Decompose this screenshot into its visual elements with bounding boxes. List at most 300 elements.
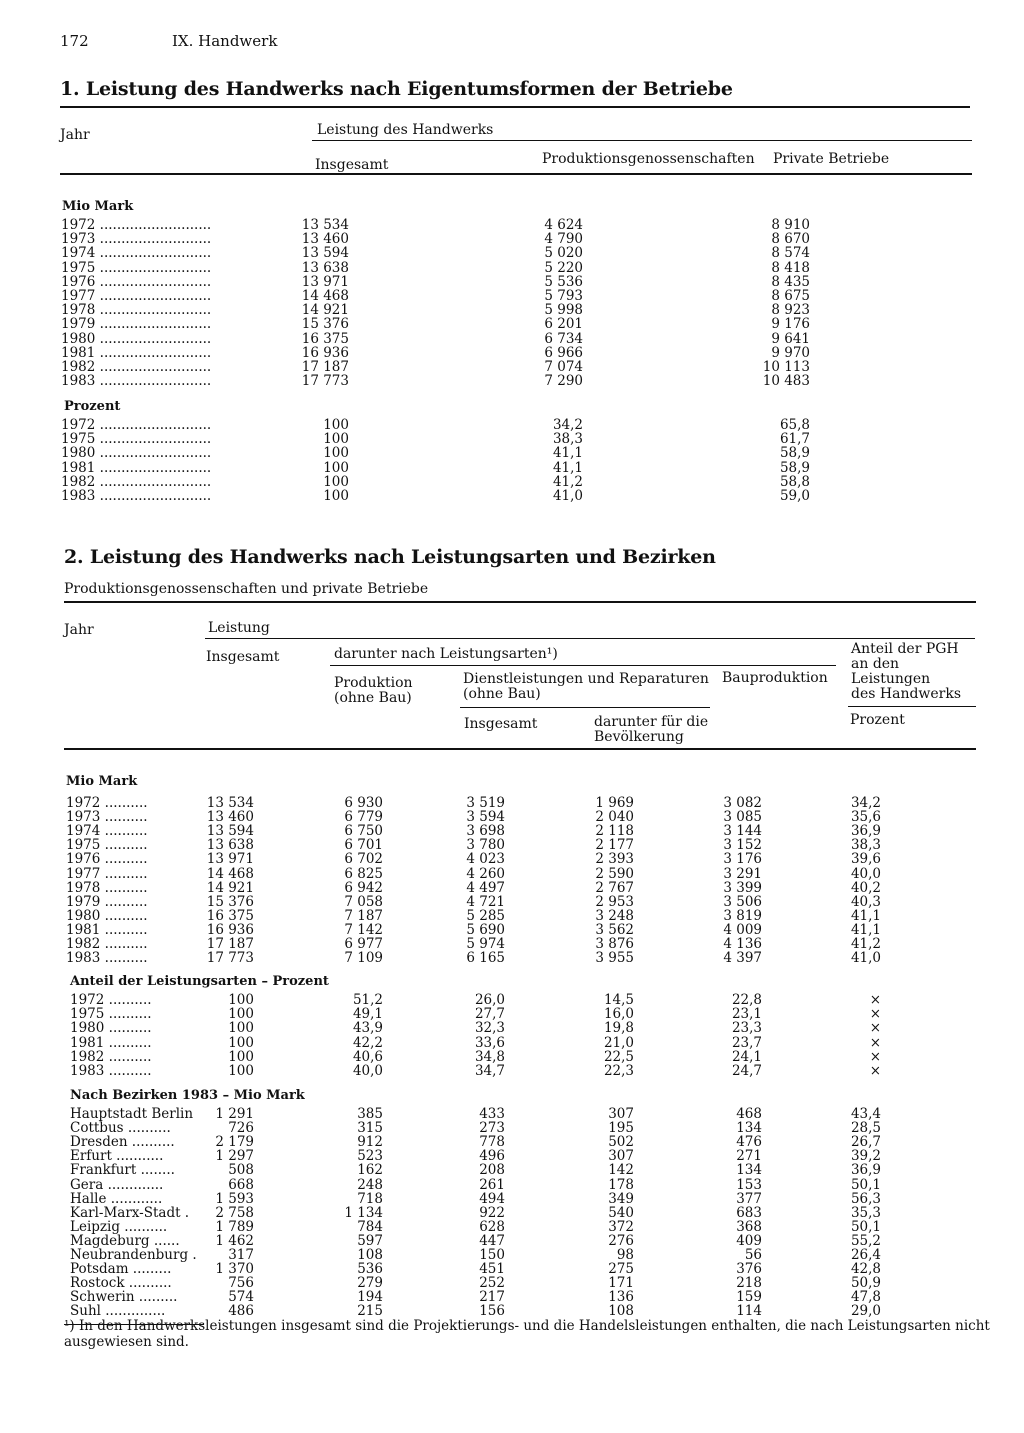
- table2-cell-total: 2 758: [215, 1204, 254, 1221]
- table2-col-dienst: [463, 672, 709, 702]
- table2-cell-produktion: 912: [357, 1134, 383, 1151]
- table1-cell-pgh: 5 998: [544, 302, 583, 319]
- table1-row-year: 1981 ..........................: [61, 459, 212, 476]
- table2-cell-bevoelkerung: 136: [608, 1289, 634, 1306]
- table2-cell-dienst: 252: [479, 1275, 505, 1292]
- table2-cell-total: 14 921: [206, 879, 254, 896]
- table2-cell-produktion: 51,2: [352, 992, 383, 1008]
- table1-cell-total: 100: [323, 417, 349, 433]
- table1-row-year: 1975 ..........................: [61, 431, 212, 448]
- table2-row-label: 1978 ..........: [66, 879, 148, 896]
- table2-cell-bau: 4 136: [723, 936, 762, 952]
- table2-cell-dienst: 4 721: [466, 893, 505, 910]
- table2-cell-dienst: 3 519: [466, 795, 505, 811]
- table2-col-produktion-line2: (ohne Bau): [334, 690, 412, 706]
- table2-cell-produktion: 6 825: [344, 865, 383, 882]
- table2-cell-produktion: 194: [357, 1289, 383, 1306]
- table1-cell-private: 10 113: [762, 359, 810, 375]
- table1-cell-pgh: 4 790: [544, 231, 583, 248]
- table2-cell-bau: 476: [736, 1134, 762, 1151]
- table2-cell-total: 508: [228, 1162, 254, 1179]
- table2-cell-anteil-pgh: 40,2: [850, 879, 881, 896]
- table2-cell-total: 574: [228, 1289, 254, 1306]
- table2-cell-bau: 23,3: [731, 1020, 762, 1037]
- table2-cell-bevoelkerung: 22,5: [603, 1048, 634, 1065]
- table2-cell-bau: 218: [736, 1275, 762, 1292]
- table2-cell-total: 1 593: [215, 1190, 254, 1207]
- table2-cell-anteil-pgh: 35,3: [850, 1204, 881, 1221]
- table2-top-rule: [64, 601, 976, 603]
- table2-cell-total: 15 376: [206, 893, 254, 910]
- table2-cell-dienst: 922: [479, 1204, 505, 1221]
- table1-cell-total: 13 534: [301, 217, 349, 233]
- table1-cell-pgh: 5 793: [544, 288, 583, 304]
- table2-cell-total: 14 468: [206, 865, 254, 882]
- table1-cell-pgh: 7 074: [544, 359, 583, 375]
- table1-cell-total: 100: [323, 473, 349, 490]
- table2-cell-total: 100: [228, 992, 254, 1008]
- table1-cell-private: 58,9: [779, 445, 810, 462]
- table2-cell-dienst: 433: [479, 1106, 505, 1122]
- table2-cell-bau: 409: [736, 1232, 762, 1249]
- table2-cell-dienst: 32,3: [474, 1020, 505, 1037]
- table2-cell-bau: 24,7: [731, 1063, 762, 1079]
- table2-cell-bevoelkerung: 178: [608, 1176, 634, 1193]
- table2-subtitle: Produktionsgenossenschaften und private Betriebe: [64, 581, 429, 597]
- table2-cell-anteil-pgh: 55,2: [850, 1232, 881, 1249]
- table1-cell-private: 58,9: [779, 459, 810, 476]
- table2-cell-bau: 153: [736, 1176, 762, 1193]
- table1-cell-pgh: 6 201: [544, 316, 583, 333]
- table2-col-anteil-line3: Leistungen: [851, 671, 931, 687]
- table2-col-dienst-bev: [594, 715, 708, 745]
- table1-cell-total: 100: [323, 488, 349, 504]
- table2-cell-bau: 56: [744, 1247, 762, 1263]
- table2-row-label: Cottbus ..........: [70, 1120, 171, 1137]
- table2-group-mio: Mio Mark: [66, 774, 138, 789]
- table2-cell-bevoelkerung: 171: [608, 1275, 634, 1292]
- table1-cell-pgh: 6 734: [544, 330, 583, 347]
- table2-cell-dienst: 26,0: [474, 992, 505, 1008]
- table2-cell-dienst: 4 023: [466, 851, 505, 868]
- table2-row-label: 1979 ..........: [66, 893, 148, 910]
- table2-cell-produktion: 162: [357, 1162, 383, 1179]
- table1-cell-pgh: 41,2: [552, 473, 583, 490]
- table2-cell-total: 100: [228, 1034, 254, 1051]
- table2-cell-bevoelkerung: 21,0: [603, 1034, 634, 1051]
- table1-cell-total: 100: [323, 431, 349, 448]
- table2-cell-total: 1 291: [215, 1106, 254, 1122]
- table2-cell-bau: 23,7: [731, 1034, 762, 1051]
- table2-col-anteil: [851, 642, 961, 702]
- table2-cell-produktion: 40,0: [352, 1063, 383, 1079]
- table2-cell-dienst: 3 780: [466, 837, 505, 854]
- table1-col-pgh: Produktionsgenossenschaften: [542, 151, 755, 167]
- table2-cell-bau: 4 009: [723, 921, 762, 938]
- table2-col-dienst-bev-line2: Bevölkerung: [594, 729, 684, 745]
- table1-row-year: 1974 ..........................: [61, 245, 212, 262]
- table2-row-label: 1975 ..........: [70, 1006, 152, 1023]
- table2-leistung-rule: [205, 638, 975, 639]
- table2-cell-dienst: 6 165: [466, 950, 505, 967]
- table1-col-group: Leistung des Handwerks: [317, 122, 494, 138]
- table2-cell-bevoelkerung: 2 040: [595, 809, 634, 826]
- table2-dienst-rule: [460, 707, 710, 708]
- table2-cell-bevoelkerung: 276: [608, 1232, 634, 1249]
- table1-cell-pgh: 41,1: [552, 445, 583, 462]
- table2-cell-produktion: 523: [357, 1148, 383, 1165]
- table2-cell-total: 2 179: [215, 1134, 254, 1151]
- table2-cell-bau: 159: [736, 1289, 762, 1306]
- table2-cell-bevoelkerung: 2 953: [595, 893, 634, 910]
- table2-cell-bau: 134: [736, 1162, 762, 1179]
- table2-cell-anteil-pgh: ×: [869, 992, 881, 1008]
- table1-row-year: 1978 ..........................: [61, 302, 212, 319]
- table2-cell-dienst: 628: [479, 1218, 505, 1235]
- table1-cell-private: 8 670: [771, 231, 810, 248]
- table2-row-label: Hauptstadt Berlin: [70, 1106, 194, 1122]
- table2-row-label: 1983 ..........: [66, 950, 148, 967]
- table2-cell-bau: 271: [736, 1148, 762, 1165]
- table2-row-label: 1972 ..........: [70, 992, 152, 1008]
- table2-col-produktion: [334, 676, 413, 706]
- table1-cell-total: 17 773: [301, 373, 349, 390]
- table2-cell-dienst: 34,8: [474, 1048, 505, 1065]
- table1-cell-private: 9 176: [771, 316, 810, 333]
- table2-cell-bevoelkerung: 349: [608, 1190, 634, 1207]
- table2-row-label: 1974 ..........: [66, 823, 148, 840]
- table2-cell-total: 317: [228, 1247, 254, 1263]
- table2-cell-bau: 22,8: [731, 992, 762, 1008]
- table2-cell-anteil-pgh: ×: [869, 1020, 881, 1037]
- table1-top-rule: [60, 106, 970, 108]
- table2-cell-anteil-pgh: ×: [869, 1006, 881, 1023]
- table1-cell-pgh: 5 020: [544, 245, 583, 262]
- table2-row-label: 1982 ..........: [66, 936, 148, 952]
- table1-cell-total: 14 468: [301, 288, 349, 304]
- table2-cell-total: 16 936: [206, 921, 254, 938]
- table1-cell-pgh: 4 624: [544, 217, 583, 233]
- table1-cell-total: 13 594: [301, 245, 349, 262]
- table2-cell-produktion: 7 058: [344, 893, 383, 910]
- table2-cell-anteil-pgh: 36,9: [850, 823, 881, 840]
- table2-cell-bau: 3 144: [723, 823, 762, 840]
- table1-cell-total: 17 187: [301, 359, 349, 375]
- table2-cell-total: 13 594: [206, 823, 254, 840]
- table2-cell-produktion: 6 779: [344, 809, 383, 826]
- table1-cell-total: 16 936: [301, 344, 349, 361]
- table2-cell-anteil-pgh: 29,0: [850, 1303, 881, 1320]
- table2-row-label: Schwerin .........: [70, 1289, 178, 1306]
- table2-cell-produktion: 7 109: [344, 950, 383, 967]
- table1-row-year: 1983 ..........................: [61, 373, 212, 390]
- footnote-line1: ¹) In den Handwerksleistungen insgesamt sind die Projektierungs- und die Handelsleistungen enthalten, die nach Leistungsarten nicht: [64, 1318, 990, 1334]
- table2-cell-anteil-pgh: 50,1: [850, 1176, 881, 1193]
- table2-cell-total: 100: [228, 1020, 254, 1037]
- table1-cell-total: 14 921: [301, 302, 349, 319]
- table2-cell-total: 13 638: [206, 837, 254, 854]
- table1-row-year: 1977 ..........................: [61, 288, 212, 304]
- table2-cell-total: 1 297: [215, 1148, 254, 1165]
- table2-cell-dienst: 273: [479, 1120, 505, 1137]
- table2-cell-produktion: 7 142: [344, 921, 383, 938]
- table2-cell-produktion: 597: [357, 1232, 383, 1249]
- table1-group-mio: Mio Mark: [62, 199, 134, 214]
- table2-row-label: Potsdam .........: [70, 1261, 172, 1278]
- table2-cell-bevoelkerung: 142: [608, 1162, 634, 1179]
- table2-cell-total: 486: [228, 1303, 254, 1320]
- table2-cell-produktion: 6 750: [344, 823, 383, 840]
- table1-row-year: 1980 ..........................: [61, 330, 212, 347]
- table2-cell-bevoelkerung: 2 767: [595, 879, 634, 896]
- table2-cell-produktion: 536: [357, 1261, 383, 1278]
- table2-cell-bevoelkerung: 307: [608, 1106, 634, 1122]
- table2-cell-anteil-pgh: 41,0: [850, 950, 881, 967]
- table2-cell-anteil-pgh: 26,7: [850, 1134, 881, 1151]
- table2-cell-produktion: 40,6: [352, 1048, 383, 1065]
- table2-cell-produktion: 215: [357, 1303, 383, 1320]
- table2-cell-produktion: 784: [357, 1218, 383, 1235]
- table1-cell-total: 13 971: [301, 273, 349, 290]
- table2-cell-anteil-pgh: 50,1: [850, 1218, 881, 1235]
- table2-col-total: Insgesamt: [206, 649, 280, 665]
- table1-row-year: 1973 ..........................: [61, 231, 212, 248]
- table1-cell-private: 61,7: [779, 431, 810, 448]
- table2-cell-produktion: 385: [357, 1106, 383, 1122]
- table2-cell-anteil-pgh: 50,9: [850, 1275, 881, 1292]
- table2-row-label: Dresden ..........: [70, 1134, 175, 1151]
- table2-cell-anteil-pgh: ×: [869, 1034, 881, 1051]
- table2-cell-bau: 3 085: [723, 809, 762, 826]
- table1-col-total: Insgesamt: [315, 157, 389, 173]
- table1-row-year: 1979 ..........................: [61, 316, 212, 333]
- chapter-title: IX. Handwerk: [172, 32, 278, 50]
- table2-cell-anteil-pgh: ×: [869, 1063, 881, 1079]
- table2-cell-dienst: 217: [479, 1289, 505, 1306]
- table1-cell-private: 8 923: [771, 302, 810, 319]
- footnote: [64, 1318, 990, 1350]
- table2-cell-bau: 468: [736, 1106, 762, 1122]
- table2-cell-bau: 3 506: [723, 893, 762, 910]
- table1-cell-total: 13 460: [301, 231, 349, 248]
- table1-cell-private: 8 418: [771, 259, 810, 276]
- page-number: 172: [60, 32, 89, 50]
- table2-row-label: Magdeburg ......: [70, 1232, 180, 1249]
- table2-cell-dienst: 33,6: [474, 1034, 505, 1051]
- table2-cell-bevoelkerung: 3 562: [595, 921, 634, 938]
- table2-cell-total: 100: [228, 1063, 254, 1079]
- table2-cell-total: 13 971: [206, 851, 254, 868]
- table2-col-bau: Bauproduktion: [722, 670, 828, 686]
- table2-cell-anteil-pgh: ×: [869, 1048, 881, 1065]
- table2-cell-produktion: 108: [357, 1247, 383, 1263]
- table2-cell-bau: 376: [736, 1261, 762, 1278]
- table1-row-year: 1982 ..........................: [61, 473, 212, 490]
- table2-col-dienst-line2: (ohne Bau): [463, 686, 541, 702]
- table2-cell-produktion: 6 942: [344, 879, 383, 896]
- table1-cell-private: 8 675: [771, 288, 810, 304]
- table2-cell-total: 1 370: [215, 1261, 254, 1278]
- table2-cell-bau: 23,1: [731, 1006, 762, 1023]
- table2-cell-bevoelkerung: 540: [608, 1204, 634, 1221]
- table1-cell-private: 9 641: [771, 330, 810, 347]
- table2-cell-total: 100: [228, 1048, 254, 1065]
- table2-cell-bevoelkerung: 108: [608, 1303, 634, 1320]
- table2-col-dienst-bev-line1: darunter für die: [594, 714, 709, 730]
- table2-cell-bevoelkerung: 19,8: [603, 1020, 634, 1037]
- table1-cell-pgh: 41,1: [552, 459, 583, 476]
- table2-cell-produktion: 718: [357, 1190, 383, 1207]
- table2-cell-anteil-pgh: 36,9: [850, 1162, 881, 1179]
- table1-cell-pgh: 5 220: [544, 259, 583, 276]
- table2-cell-anteil-pgh: 40,3: [850, 893, 881, 910]
- table2-cell-bevoelkerung: 22,3: [603, 1063, 634, 1079]
- table1-cell-private: 9 970: [771, 344, 810, 361]
- table2-darunter-rule: [330, 665, 836, 666]
- table1-cell-private: 8 435: [771, 273, 810, 290]
- table2-cell-produktion: 6 701: [344, 837, 383, 854]
- table2-cell-bevoelkerung: 275: [608, 1261, 634, 1278]
- table2-cell-produktion: 315: [357, 1120, 383, 1137]
- table2-cell-anteil-pgh: 38,3: [850, 837, 881, 854]
- table1-cell-total: 15 376: [301, 316, 349, 333]
- table2-col-dienst-total: Insgesamt: [464, 716, 538, 732]
- table2-cell-total: 17 773: [206, 950, 254, 967]
- table2-cell-total: 16 375: [206, 907, 254, 924]
- table2-cell-produktion: 43,9: [352, 1020, 383, 1037]
- table2-cell-dienst: 451: [479, 1261, 505, 1278]
- table1-col-year: Jahr: [60, 127, 90, 143]
- table2-cell-total: 726: [228, 1120, 254, 1137]
- table1-cell-pgh: 41,0: [552, 488, 583, 504]
- table1-row-year: 1982 ..........................: [61, 359, 212, 375]
- table1-group-rule: [312, 140, 972, 141]
- table2-cell-bevoelkerung: 3 248: [595, 907, 634, 924]
- table1-cell-private: 58,8: [779, 473, 810, 490]
- table2-cell-total: 668: [228, 1176, 254, 1193]
- table2-cell-bau: 683: [736, 1204, 762, 1221]
- table2-cell-anteil-pgh: 47,8: [850, 1289, 881, 1306]
- table2-header-rule: [64, 748, 976, 750]
- table1-header-rule: [60, 173, 972, 175]
- table2-row-label: Suhl ..............: [70, 1303, 166, 1320]
- table2-cell-dienst: 496: [479, 1148, 505, 1165]
- table2-cell-bevoelkerung: 16,0: [603, 1006, 634, 1023]
- table2-cell-produktion: 6 930: [344, 795, 383, 811]
- table2-cell-dienst: 5 285: [466, 907, 505, 924]
- table1-cell-total: 13 638: [301, 259, 349, 276]
- table2-cell-anteil-pgh: 41,1: [850, 921, 881, 938]
- table2-cell-produktion: 7 187: [344, 907, 383, 924]
- table2-cell-bau: 368: [736, 1218, 762, 1235]
- table2-cell-anteil-pgh: 35,6: [850, 809, 881, 826]
- table2-col-anteil-line2: an den: [851, 656, 900, 672]
- table2-cell-dienst: 27,7: [474, 1006, 505, 1023]
- table2-cell-bevoelkerung: 98: [616, 1247, 634, 1263]
- table2-col-produktion-line1: Produktion: [334, 675, 413, 691]
- table2-cell-bevoelkerung: 14,5: [603, 992, 634, 1008]
- table2-row-label: 1973 ..........: [66, 809, 148, 826]
- table2-row-label: Gera .............: [70, 1176, 164, 1193]
- table2-row-label: 1976 ..........: [66, 851, 148, 868]
- table2-row-label: Frankfurt ........: [70, 1162, 175, 1179]
- table2-cell-dienst: 150: [479, 1247, 505, 1263]
- table1-row-year: 1976 ..........................: [61, 273, 212, 290]
- table2-cell-anteil-pgh: 41,2: [850, 936, 881, 952]
- table2-cell-total: 13 534: [206, 795, 254, 811]
- table2-row-label: Neubrandenburg .: [70, 1247, 197, 1263]
- table2-row-label: 1980 ..........: [70, 1020, 152, 1037]
- table1-cell-pgh: 5 536: [544, 273, 583, 290]
- table2-row-label: Erfurt ...........: [70, 1148, 164, 1165]
- table2-row-label: 1977 ..........: [66, 865, 148, 882]
- table2-cell-anteil-pgh: 41,1: [850, 907, 881, 924]
- table2-cell-bau: 3 819: [723, 907, 762, 924]
- table2-cell-dienst: 208: [479, 1162, 505, 1179]
- table2-cell-bevoelkerung: 2 590: [595, 865, 634, 882]
- table1-cell-pgh: 38,3: [552, 431, 583, 448]
- table2-cell-total: 17 187: [206, 936, 254, 952]
- table2-cell-anteil-pgh: 26,4: [850, 1247, 881, 1263]
- table2-cell-bevoelkerung: 2 393: [595, 851, 634, 868]
- table2-group-anteil: Anteil der Leistungsarten – Prozent: [70, 974, 329, 989]
- table2-cell-dienst: 261: [479, 1176, 505, 1193]
- table2-cell-dienst: 4 260: [466, 865, 505, 882]
- table2-cell-dienst: 3 698: [466, 823, 505, 840]
- table2-cell-produktion: 49,1: [352, 1006, 383, 1023]
- table1-cell-total: 100: [323, 445, 349, 462]
- table2-cell-bau: 4 397: [723, 950, 762, 967]
- table2-cell-anteil-pgh: 40,0: [850, 865, 881, 882]
- table1-cell-private: 10 483: [762, 373, 810, 390]
- table2-cell-produktion: 6 702: [344, 851, 383, 868]
- table2-cell-produktion: 1 134: [344, 1204, 383, 1221]
- table2-cell-anteil-pgh: 28,5: [850, 1120, 881, 1137]
- table2-row-label: Rostock ..........: [70, 1275, 172, 1292]
- table2-cell-dienst: 156: [479, 1303, 505, 1320]
- table1-row-year: 1972 ..........................: [61, 217, 212, 233]
- table2-cell-dienst: 778: [479, 1134, 505, 1151]
- table2-anteil-rule: [848, 706, 976, 707]
- table2-row-label: Halle ............: [70, 1190, 163, 1207]
- table2-cell-dienst: 5 974: [466, 936, 505, 952]
- table2-cell-total: 1 789: [215, 1218, 254, 1235]
- table2-cell-bevoelkerung: 502: [608, 1134, 634, 1151]
- table2-cell-anteil-pgh: 42,8: [850, 1261, 881, 1278]
- table2-row-label: Karl-Marx-Stadt .: [70, 1204, 190, 1221]
- table2-cell-bau: 3 399: [723, 879, 762, 896]
- table2-cell-bau: 3 291: [723, 865, 762, 882]
- table2-cell-produktion: 279: [357, 1275, 383, 1292]
- table2-cell-dienst: 494: [479, 1190, 505, 1207]
- table2-cell-dienst: 5 690: [466, 921, 505, 938]
- table1-cell-private: 8 910: [771, 217, 810, 233]
- table2-row-label: 1982 ..........: [70, 1048, 152, 1065]
- table2-cell-bevoelkerung: 307: [608, 1148, 634, 1165]
- table1-cell-total: 100: [323, 459, 349, 476]
- table2-col-leistung: Leistung: [208, 620, 270, 636]
- table2-row-label: 1980 ..........: [66, 907, 148, 924]
- table1-cell-pgh: 34,2: [552, 417, 583, 433]
- table2-cell-bevoelkerung: 3 876: [595, 936, 634, 952]
- table2-cell-produktion: 42,2: [352, 1034, 383, 1051]
- table1-row-year: 1983 ..........................: [61, 488, 212, 504]
- table1-title: 1. Leistung des Handwerks nach Eigentumsformen der Betriebe: [60, 78, 733, 100]
- table1-row-year: 1981 ..........................: [61, 344, 212, 361]
- table1-cell-total: 16 375: [301, 330, 349, 347]
- table2-cell-produktion: 6 977: [344, 936, 383, 952]
- table2-row-label: 1983 ..........: [70, 1063, 152, 1079]
